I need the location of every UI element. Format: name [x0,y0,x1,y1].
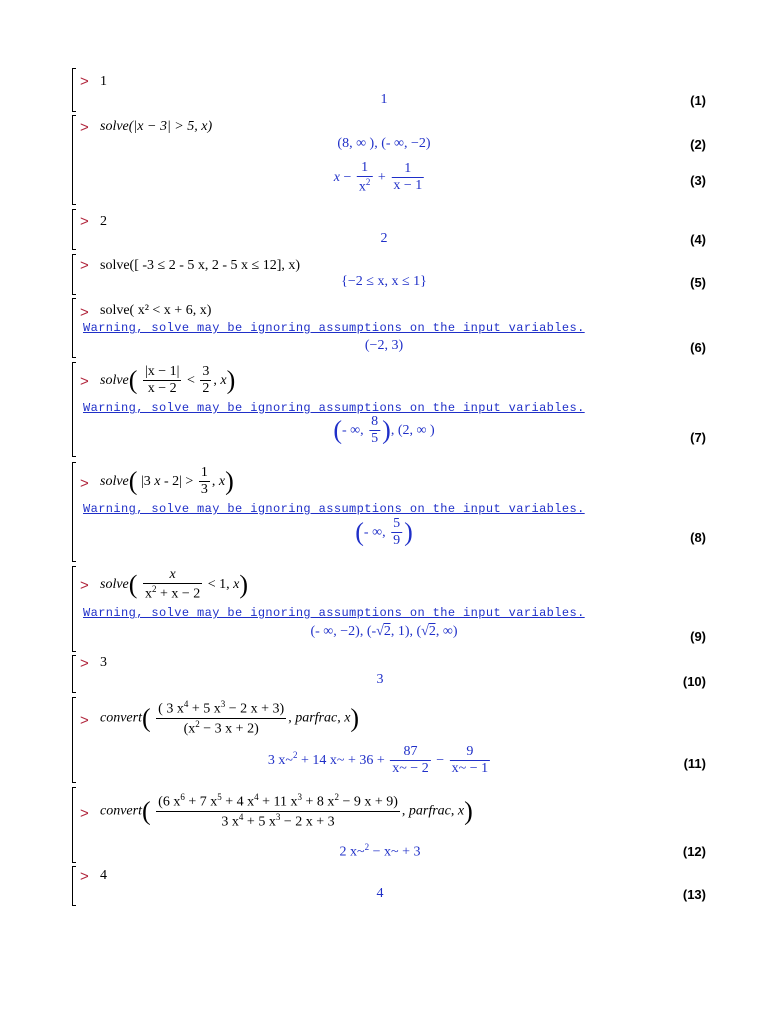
equation-label-9: (9) [690,629,706,644]
input-line-1[interactable]: 1 [100,74,107,89]
prompt-icon: > [80,73,89,90]
numerator: |x − 1| [143,364,182,381]
fraction [156,792,400,831]
equation-label-2: (2) [690,137,706,152]
input-line-11[interactable]: convert( $\frac{( 3 x^4 + 5 x^3 - 2 x + 3)}{(x^2 - 3 x + 2)}$ , parfrac, x) [100,699,360,737]
denominator: x~ − 2 [392,761,429,777]
denominator: 5 [371,431,379,447]
numerator: x [143,567,202,584]
numerator: ( 3 $x^4 + 5$ $x^3 - 2$ x + 3) [156,699,286,719]
denominator: $x^2 + x - 2$ [144,584,201,602]
output-1: 1 [380,92,388,107]
execution-group-2[interactable] [72,115,76,205]
fraction [390,744,430,777]
input-line-12[interactable]: convert( $\frac{(6 x^6 + 7 x^5 + 4 x^4 + 11 x^3 + 8 x^2 - 9 x + 9)}{3 x^4 + 5 x^3 - 2 x + 3}$ , parfrac, x) [100,792,473,830]
execution-group-12[interactable] [72,787,76,863]
execution-group-6[interactable] [72,298,76,358]
warning-message[interactable]: Warning, solve may be ignoring assumptions on the input variables. [83,321,585,335]
output-6: (−2, 3) [364,338,404,353]
prompt-icon: > [80,475,89,492]
prompt-icon: > [80,257,89,274]
prompt-icon: > [80,373,89,390]
denominator: 9 [393,533,401,549]
input-line-5[interactable]: solve([ -3 ≤ 2 - 5 x, 2 - 5 x ≤ 12], x) [100,258,301,273]
prompt-icon: > [80,213,89,230]
numerator: 5 [391,516,402,533]
input-line-9[interactable]: solve( $\frac{x}{x^2 + x - 2}$ < 1, x) [100,567,249,602]
input-line-10[interactable]: 3 [100,655,107,670]
equation-label-10: (10) [682,674,706,689]
denominator: ($x^2 - 3$ x + 2) [183,718,259,737]
input-line-6[interactable]: solve( x² < x + 6, x) [100,303,212,318]
convert-keyword: convert [100,710,142,726]
denominator: x − 2 [147,381,177,397]
denominator: $x^2$ [358,177,371,195]
numerator: 8 [369,414,380,431]
input-line-7[interactable]: solve( $\frac{|x - 1|}{x - 2}$ < $\frac{3}{2}$ , x) [100,364,236,397]
fraction [357,160,373,196]
x-term: x [333,170,340,186]
prompt-icon: > [80,119,89,136]
prompt-icon: > [80,304,89,321]
equation-label-1: (1) [690,93,706,108]
output-8: (- ∞, $\frac{5}{9}$ ) [355,516,413,549]
fraction [450,744,490,777]
prompt-icon: > [80,805,89,822]
execution-group-5[interactable] [72,254,76,295]
convert-keyword: convert [100,803,142,819]
execution-group-4[interactable] [72,209,76,250]
fraction [143,567,202,603]
numerator: 3 [200,364,211,381]
output-7: (- ∞, $\frac{8}{5}$ ), (2, ∞ ) [333,414,435,447]
output-5: {−2 ≤ x, x ≤ 1} [341,274,427,289]
equation-label-3: (3) [690,173,706,188]
warning-message[interactable]: Warning, solve may be ignoring assumptions on the input variables. [83,606,585,620]
execution-group-9[interactable] [72,566,76,652]
output-9: (- ∞, −2), (-√2, 1), (√2, ∞) [310,624,458,639]
warning-message[interactable]: Warning, solve may be ignoring assumptions on the input variables. [83,401,585,415]
execution-group-1[interactable] [72,68,76,112]
prompt-icon: > [80,577,89,594]
equation-label-12: (12) [682,844,706,859]
output-12: 2 x~$^2$ − x~ + 3 [339,842,421,860]
numerator: 87 [390,744,430,761]
prompt-icon: > [80,712,89,729]
fraction [391,161,424,194]
fraction [391,516,402,549]
execution-group-13[interactable] [72,866,76,906]
solve-keyword: solve [100,473,129,489]
fraction [156,699,286,738]
prompt-icon: > [80,655,89,672]
input-line-2[interactable]: solve(|x − 3| > 5, x) [100,119,213,134]
denominator: 3 [200,482,208,498]
output-2: (8, ∞ ), (- ∞, −2) [337,136,431,151]
fraction [143,364,182,397]
fraction [199,465,210,498]
warning-message[interactable]: Warning, solve may be ignoring assumptions on the input variables. [83,502,585,516]
equation-label-4: (4) [690,232,706,247]
input-line-13[interactable]: 4 [100,868,107,883]
input-line-8[interactable]: solve( |3 x - 2| > $\frac{1}{3}$ , x) [100,465,234,498]
numerator: 1 [391,161,424,178]
denominator: 3 $x^4 + 5$ $x^3 - 2$ x + 3 [221,811,335,830]
denominator: 2 [202,381,210,397]
equation-label-8: (8) [690,530,706,545]
fraction [369,414,380,447]
output-10: 3 [376,672,384,687]
equation-label-6: (6) [690,340,706,355]
numerator: (6 $x^6 + 7$ $x^5 + 4$ $x^4 + 11$ $x^3 + 8$ $x^2 - 9$ x + 9) [156,792,400,812]
equation-label-11: (11) [683,756,706,771]
execution-group-7[interactable] [72,362,76,457]
equation-label-7: (7) [690,430,706,445]
execution-group-8[interactable] [72,462,76,562]
denominator: x − 1 [393,178,423,194]
denominator: x~ − 1 [451,761,489,777]
numerator: 1 [199,465,210,482]
solve-keyword: solve [100,577,129,593]
fraction [200,364,211,397]
output-11: 3 x~$^2$ + 14 x~ + 36 + $\frac{87}{x\sim - 2}$ − $\frac{9}{x\sim - 1}$ [267,744,489,777]
equation-label-13: (13) [682,887,706,902]
execution-group-11[interactable] [72,697,76,783]
output-4: 2 [380,231,388,246]
input-line-4[interactable]: 2 [100,214,107,229]
numerator: 9 [450,744,490,761]
output-3: x − $\frac{1}{x^2}$ + $\frac{1}{x - 1}$ [333,160,423,195]
prompt-icon: > [80,868,89,885]
execution-group-10[interactable] [72,655,76,693]
solve-keyword: solve [100,372,129,388]
equation-label-5: (5) [690,275,706,290]
numerator: 1 [357,160,373,177]
output-13: 4 [376,886,384,901]
